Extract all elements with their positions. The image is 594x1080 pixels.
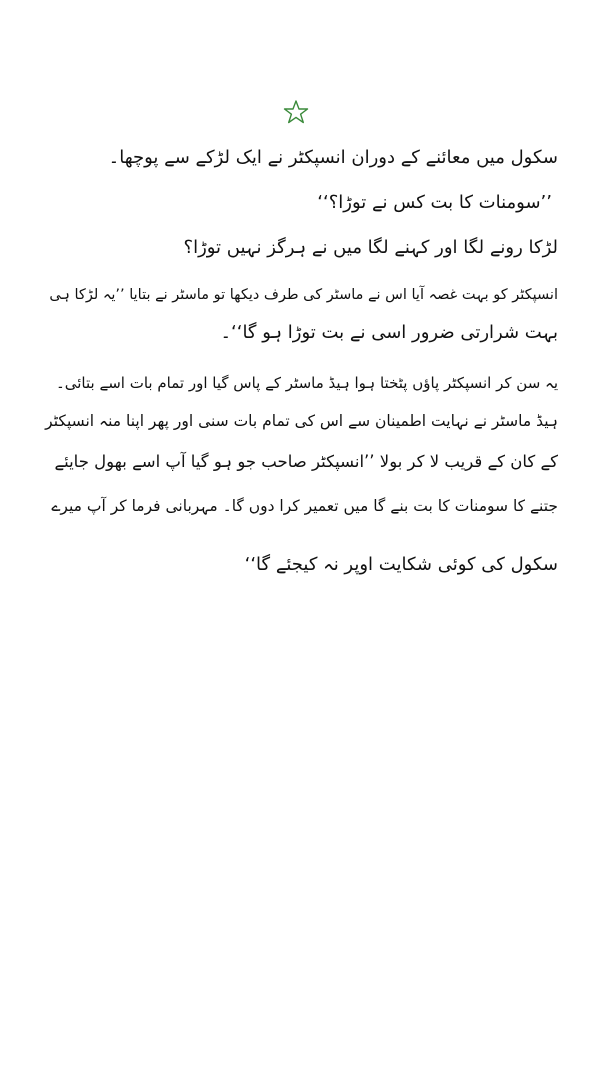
text-line-4: انسپکٹر کو بہت غصہ آیا اس نے ماسٹر کی طرف دیکھا تو ماسٹر نے بتایا ’’یہ لڑکا ہی (49, 287, 558, 303)
story-text (40, 0, 558, 1080)
text-line-10: سکول کی کوئی شکایت اوپر نہ کیجئے گا‘‘ (244, 554, 558, 575)
text-line-7: ہیڈ ماسٹر نے نہایت اطمینان سے اس کی تمام بات سنی اور پھر اپنا منہ انسپکٹر (45, 412, 558, 430)
text-line-5: بہت شرارتی ضرور اسی نے بت توڑا ہو گا‘‘۔ (220, 322, 558, 343)
text-line-1: سکول میں معائنے کے دوران انسپکٹر نے ایک لڑکے سے پوچھا۔ (108, 147, 558, 168)
text-line-3: لڑکا رونے لگا اور کہنے لگا میں نے ہرگز نہیں توڑا؟ (183, 237, 558, 258)
text-line-6: یہ سن کر انسپکٹر پاؤں پٹختا ہوا ہیڈ ماسٹر کے پاس گیا اور تمام بات اسے بتائی۔ (55, 374, 558, 392)
text-line-2: ’’سومنات کا بت کس نے توڑا؟‘‘ (317, 192, 552, 213)
text-line-8: کے کان کے قریب لا کر بولا ’’انسپکٹر صاحب جو ہو گیا آپ اسے بھول جایئے (54, 452, 558, 471)
text-line-9: جتنے کا سومنات کا بت بنے گا میں تعمیر کرا دوں گا۔ مہربانی فرما کر آپ میرے (51, 497, 558, 515)
